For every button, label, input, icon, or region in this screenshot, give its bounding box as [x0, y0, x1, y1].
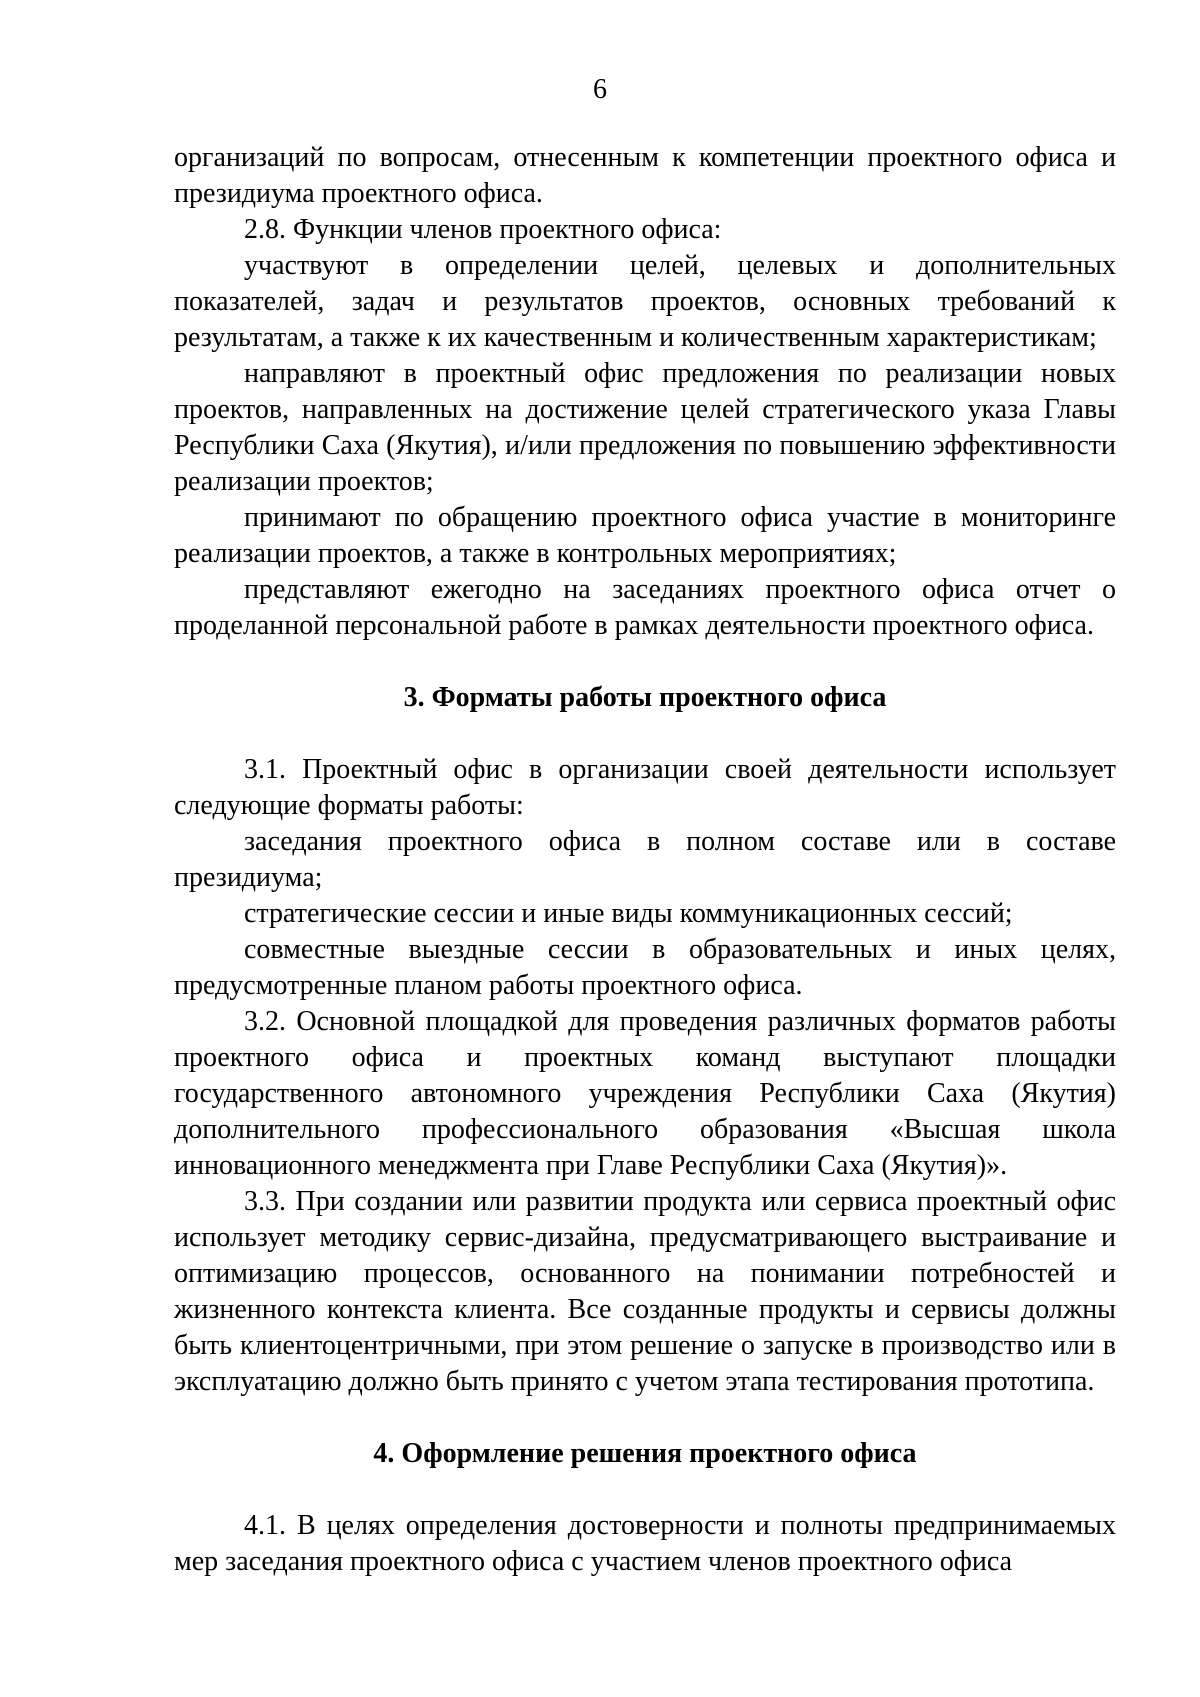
- paragraph-4-1: 4.1. В целях определения достоверности и полноты предпринимаемых мер заседания проектного офиса с участием членов проектного офиса: [174, 1510, 1116, 1577]
- paragraph-function-2: направляют в проектный офис предложения по реализации новых проектов, направленных на достижение целей стратегического указа Главы Республики Саха (Якутия), и/или предложения по повышению эффективности реализации проектов;: [174, 358, 1116, 497]
- paragraph-3-1: 3.1. Проектный офис в организации своей деятельности использует следующие форматы работы:: [174, 754, 1116, 821]
- page-body: [174, 140, 1116, 1580]
- paragraph-3-3: 3.3. При создании или развитии продукта или сервиса проектный офис использует методику сервис-дизайна, предусматривающего выстраивание и оптимизацию процессов, основанного на понимании потребностей и жизненного контекста клиента. Все созданные продукты и сервисы должны быть клиентоцентричными, при этом решение о запуске в производство или в эксплуатацию должно быть принято с учетом этапа тестирования прототипа.: [174, 1186, 1116, 1397]
- paragraph-function-3: принимают по обращению проектного офиса участие в мониторинге реализации проектов, а также в контрольных мероприятиях;: [174, 502, 1116, 569]
- section-3-heading: 3. Форматы работы проектного офиса: [403, 682, 887, 713]
- paragraph-function-1: участвуют в определении целей, целевых и дополнительных показателей, задач и результатов проектов, основных требований к результатам, а также к их качественным и количественным характеристикам;: [174, 250, 1116, 353]
- paragraph-function-4: представляют ежегодно на заседаниях проектного офиса отчет о проделанной персональной работе в рамках деятельности проектного офиса.: [174, 574, 1116, 641]
- paragraph-3-2: 3.2. Основной площадкой для проведения различных форматов работы проектного офиса и проектных команд выступают площадки государственного автономного учреждения Республики Саха (Якутия) дополнительного профессионального образования «Высшая школа инновационного менеджмента при Главе Республики Саха (Якутия)».: [174, 1006, 1116, 1181]
- paragraph-format-2: стратегические сессии и иные виды коммуникационных сессий;: [244, 898, 1013, 929]
- paragraph-format-3: совместные выездные сессии в образовательных и иных целях, предусмотренные планом работы проектного офиса.: [174, 934, 1116, 1001]
- page-number: 6: [593, 74, 607, 105]
- paragraph-format-1: заседания проектного офиса в полном составе или в составе президиума;: [174, 826, 1116, 893]
- section-4-heading: 4. Оформление решения проектного офиса: [373, 1438, 917, 1469]
- paragraph-2-8: 2.8. Функции членов проектного офиса:: [244, 214, 722, 245]
- paragraph-continuation: организаций по вопросам, отнесенным к компетенции проектного офиса и президиума проектного офиса.: [174, 142, 1116, 209]
